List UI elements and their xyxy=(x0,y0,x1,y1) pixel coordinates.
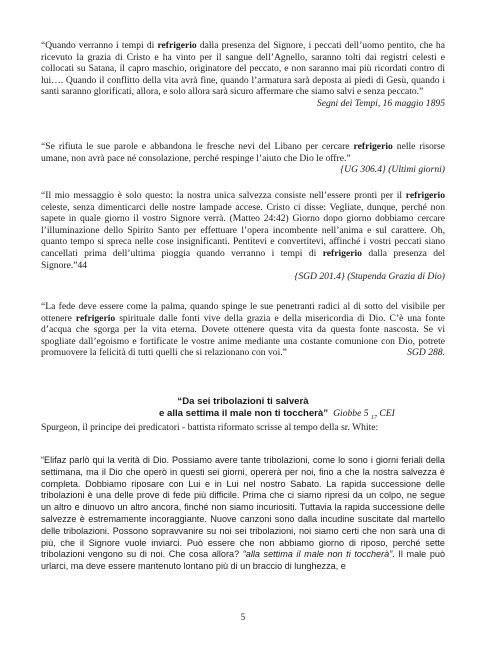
quote-source: SGD 288. xyxy=(407,347,445,359)
heading-line-1: “Da sei tribolazioni ti salverà xyxy=(177,396,309,407)
section-heading xyxy=(41,396,445,424)
quote-spurgeon: “Elifaz parlò qui la verità di Dio. Possiamo avere tante tribolazioni, come lo sono i giorni feriali della settimana, ma il Dio che operò in questi sei giorni, opererà per noi, fino a che la nostra salvezza è completa. Dobbiamo riposare con Lui e in Lui nel nostro Sabato. La rapida successione delle tribolazioni è una delle prove di fede più difficile. Prima che ci siamo ripresi da un colpo, ne segue un altro e dinuovo un altro ancora, finché non siamo incuriositi. Tuttavia la rapida successione delle salvezze è estremamente incoraggiante. Nuove canzoni sono dalla incudine suscitate dal martello delle tribolazioni. Possono sopravvanire su noi sei tribolazioni, noi siamo certi che non sarà una di più, che il Signore vuole inviarci. Può essere che non abbiamo giorno di riposo, perché sette tribolazioni vengono su di noi. Che cosa allora? “alla settima il male non ti toccherà”. Il male può urlarci, ma deve essere mantenuto lontano più di un braccio di lunghezza, e xyxy=(41,455,446,572)
quote-source: {UG 306.4} (Ultimi giorni) xyxy=(340,164,445,176)
page-number: 5 xyxy=(240,612,246,622)
keyword-refrigerio: refrigerio xyxy=(405,190,445,201)
intro-spurgeon: Spurgeon, il principe dei predicatori - battista riformato scrisse al tempo della sr. White: xyxy=(41,422,379,433)
keyword-refrigerio: refrigerio xyxy=(75,312,116,324)
quote-source: {SGD 201.4} (Stupenda Grazia di Dio) xyxy=(294,271,445,283)
quote-faith-palm: “La fede deve essere come la palma, quando spinge le sue penetranti radici al di sotto del visibile per ottenere refrigerio spirituale dalle fonti vive della grazia e della misericordia di Dio. C’è una fonte d’acqua che sgorga per la vita eterna. Dovete ottenere questa vita da questa fonte nascosta. Se vi spogliate dall’egoismo e fortificate le vostre anime mediante una costante comunione con Dio, potrete promuovere la felicità di tutti quelli che si relazionano con voi.” SGD 288. xyxy=(41,301,446,359)
keyword-refrigerio: refrigerio xyxy=(353,141,393,152)
quote-my-message: “Il mio messaggio è solo questo: la nostra unica salvezza consiste nell’essere pronti per il refrigerio celeste, senza dimenticarci delle nostre lampade accese. Cristo ci disse: Vegliate, dunque, perché non sapete in quale giorno il vostro Signore verrà. (Matteo 24:42) Giorno dopo giorno dobbiamo cercare l’illuminazione dello Spirito Santo per effettuare l’opera incombente nell’anima e sul carattere. Oh, quanto tempo si spreca nelle cose insignificanti. Pentitevi e convertitevi, affinché i vostri peccati siano cancellati prima dell’ultima pioggia quando verranno i tempi di refrigerio dalla presenza del Signore.”44 {SGD 201.4} (Stupenda Grazia di Dio) xyxy=(41,190,445,283)
keyword-refrigerio: refrigerio xyxy=(322,247,362,259)
quote-signs-of-times: “Quando verranno i tempi di refrigerio dalla presenza del Signore, i peccati dell’uomo pentito, che ha ricevuto la grazia di Cristo e ha vinto per il sangue dell’Agnello, saranno tolti dai registri celesti e collocati su Satana, il capro maschio, originatore del peccato, e non saranno mai più ricordati contro di lui…. Quando il conflitto della vita avrà fine, quando l’armatura sarà deposta ai piedi di Gesù, quando i santi saranno glorificati, allora, e solo allora sarà sicuro affermare che siamo salvi e senza peccato.” Segni dei Tempi, 16 maggio 1895 xyxy=(41,40,445,109)
keyword-refrigerio: refrigerio xyxy=(157,40,197,51)
quote-source: Segni dei Tempi, 16 maggio 1895 xyxy=(316,97,445,109)
bible-reference: Giobbe 5 $_{17}$ CEI xyxy=(333,408,395,421)
heading-line-2: e alla settima il male non ti toccherà” Giobbe 5 $_{17}$ CEI xyxy=(159,408,395,421)
quote-last-days: “Se rifiuta le sue parole e abbandona le fresche nevi del Libano per cercare refrigerio nelle risorse umane, non avrà pace né consolazione, perché respinge l’aiuto che Dio le offre.” {UG 306.4} (Ultimi giorni) xyxy=(41,141,445,176)
